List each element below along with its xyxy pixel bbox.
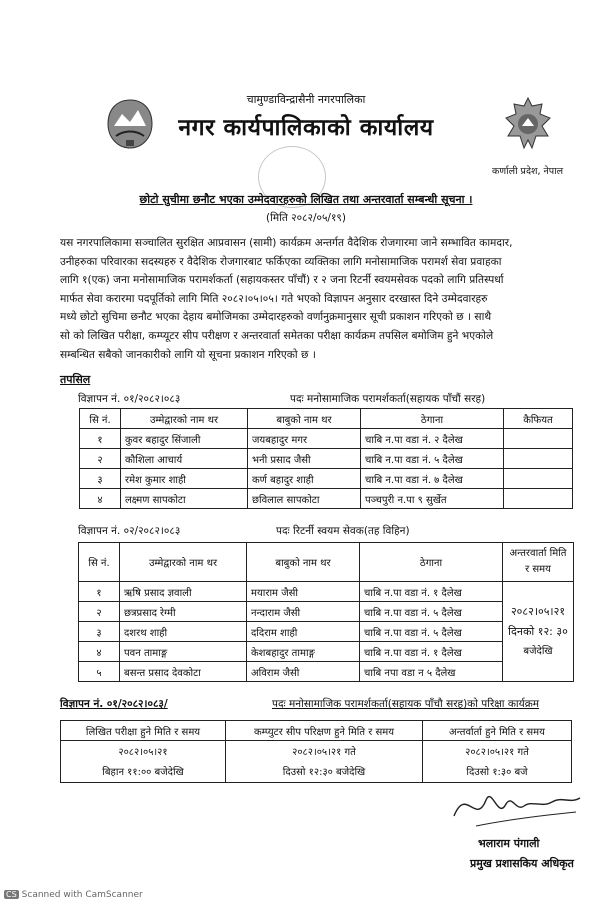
cell: चाबि न.पा वडा नं. १ दैलेख — [360, 582, 503, 602]
interview-schedule-cell — [503, 582, 574, 682]
table-row — [80, 429, 573, 449]
table-row — [79, 602, 574, 622]
table-header-row — [80, 409, 573, 429]
interview-date: २०८२।०५।२१ — [510, 604, 566, 618]
table-row — [80, 489, 573, 509]
cell: २ — [80, 449, 121, 469]
camscanner-watermark — [4, 890, 143, 900]
cell: रमेश कुमार शाही — [121, 469, 248, 489]
notice-title: छोटो सुचीमा छनौट भएका उम्मेदवारहरुको लिखित तथा अन्तरवार्ता सम्बन्धी सूचना । — [139, 193, 473, 206]
body-line: सम्बन्धित सबैको जानकारीको लागि यो सूचना प्रकाशन गरिएको छ । — [60, 348, 316, 361]
cell: पवन तामाङ्ग — [120, 642, 247, 662]
cell: लक्ष्मण सापकोटा — [121, 489, 248, 509]
col-sn: सि नं. — [79, 543, 120, 582]
body-line: सो को लिखित परीक्षा, कम्प्यूटर सीप परीक्षण र अन्तरवार्ता समेतका परीक्षा कार्यक्रम तपसिल बमोजिम हुने भएकोले — [60, 329, 494, 342]
cell: २०८२।०५।२१ गते — [226, 741, 423, 761]
cell: ४ — [79, 642, 120, 662]
ad3-post: पदः मनोसामाजिक परामर्शकर्ता(सहायक पाँचौ सरह)को परिक्षा कार्यक्रम — [272, 698, 540, 710]
cell: छविलाल सापकोटा — [248, 489, 361, 509]
cell: दिउसो १२:३० बजेदेखि — [226, 760, 423, 783]
cell: १ — [79, 582, 120, 602]
cell: २०८२।०५।२१ गते — [423, 741, 572, 761]
cell — [504, 449, 573, 469]
notice-date: (मिति २०८२/०५/१९) — [266, 212, 346, 224]
cell: चाबि न.पा वडा नं. ५ दैलेख — [360, 602, 503, 622]
table-header-row — [61, 721, 572, 741]
notice-body — [60, 234, 576, 364]
table-row — [80, 469, 573, 489]
col-computer: कम्प्युटर सीप परिक्षण हुने मिति र समय — [226, 721, 423, 741]
table-row — [61, 741, 572, 761]
signatory-name: भलाराम पंगाली — [478, 837, 540, 850]
interview-time: दिनको १२: ३० — [508, 624, 568, 638]
col-sn: सि नं. — [80, 409, 121, 429]
cell: ५ — [79, 662, 120, 682]
municipality-logo-icon — [502, 96, 554, 152]
cell: दशरथ शाही — [120, 622, 247, 642]
cell: २ — [79, 602, 120, 622]
col-candidate: उम्मेद्वारको नाम थर — [121, 409, 248, 429]
exam-schedule-table — [60, 720, 572, 783]
cell: चाबि न.पा वडा नं. ७ दैलेख — [361, 469, 504, 489]
table-row — [79, 642, 574, 662]
ad2-number: विज्ञापन नं. ०२/२०८२।०८३ — [78, 525, 181, 537]
body-line: मार्फत सेवा करारमा पदपूर्तिको लागि मिति २०८२।०५।०५। गते भएको विज्ञापन अनुसार दरखास्त दिने उम्मेदवारहरु — [60, 292, 488, 305]
ad1-candidates-table — [79, 408, 573, 509]
col-interview: अन्तर्वार्ता हुने मिति र समय — [423, 721, 572, 741]
cell: बिहान ११:०० बजेदेखि — [61, 760, 226, 783]
col-father: बाबुको नाम थर — [247, 543, 360, 582]
ad3-number: विज्ञापन नं. ०१/२०८२।०८३/ — [60, 698, 168, 710]
col-remarks: कैफियत — [504, 409, 573, 429]
interview-header-line1: अन्तरवार्ता मिति — [509, 548, 567, 559]
cell: चाबि न.पा वडा नं. १ दैलेख — [360, 642, 503, 662]
signatory-title: प्रमुख प्रशासकिय अधिकृत — [470, 857, 574, 870]
cell: कुवर बहादुर सिंजाली — [121, 429, 248, 449]
ad1-post: पदः मनोसामाजिक परामर्शकर्ता(सहायक पाँचौं सरह) — [290, 393, 486, 405]
cell: केशबहादुर तामाङ्ग — [247, 642, 360, 662]
col-address: ठेगाना — [361, 409, 504, 429]
col-father: बाबुको नाम थर — [248, 409, 361, 429]
camscanner-text: Scanned with CamScanner — [21, 890, 143, 900]
body-line: लागि १(एक) जना मनोसामाजिक परामर्शकर्ता (सहायकस्तर पाँचौं) र २ जना रिटर्नी स्वयमसेवक पदको लागि प्रतिस्पर्धा — [60, 274, 504, 287]
cell — [504, 469, 573, 489]
body-line: मध्ये छोटो सुचिमा छनौट भएका देहाय बमोजिमका उम्मेदारहरुको वर्णानुक्रमानुसार सूची प्रकाशन गरिएको छ । साथै — [60, 311, 492, 324]
cell: बसन्त प्रसाद देवकोटा — [120, 662, 247, 682]
province-label: कर्णाली प्रदेश, नेपाल — [492, 166, 564, 177]
ad2-candidates-table — [78, 542, 574, 682]
cell: दिउसो १:३० बजे — [423, 760, 572, 783]
body-line: उनीहरुका परिवारका सदस्यहरु र वैदेशिक रोजगारबाट फर्किएका व्यक्तिका लागि मनोसामाजिक परामर्श सेवा प्रवाहका — [60, 255, 502, 268]
cell: ददिराम शाही — [247, 622, 360, 642]
nepal-emblem-icon — [104, 96, 156, 152]
table-row — [79, 582, 574, 602]
table-row — [79, 622, 574, 642]
cell: कौशिला आचार्य — [121, 449, 248, 469]
signature-icon — [446, 776, 586, 836]
cell — [504, 489, 573, 509]
tapasil-label: तपसिल — [60, 373, 91, 386]
cell: चाबि न.पा वडा नं. २ दैलेख — [361, 429, 504, 449]
cell: नन्दाराम जैसी — [247, 602, 360, 622]
table-header-row — [79, 543, 574, 582]
cell: ऋषि प्रसाद ज्ञवाली — [120, 582, 247, 602]
cell: चाबि न.पा वडा नं. ५ दैलेख — [360, 622, 503, 642]
cell: चाबि न.पा वडा नं. ५ दैलेख — [361, 449, 504, 469]
table-row — [80, 449, 573, 469]
cell: २०८२।०५।२१ — [61, 741, 226, 761]
interview-header-line2: र समय — [525, 564, 551, 575]
cell: कर्ण बहादुर शाही — [248, 469, 361, 489]
body-line: यस नगरपालिकामा सञ्चालित सुरक्षित आप्रवासन (सामी) कार्यक्रम अन्तर्गत वैदेशिक रोजगारमा जाने सम्भावित कामदार, — [60, 237, 513, 249]
col-candidate: उम्मेद्वारको नाम थर — [120, 543, 247, 582]
municipality-name: चामुण्डाविन्द्रासैनी नगरपालिका — [246, 93, 366, 106]
office-title: नगर कार्यपालिकाको कार्यालय — [178, 115, 434, 141]
col-interview — [503, 543, 574, 582]
col-address: ठेगाना — [360, 543, 503, 582]
ad2-post: पदः रिटर्नी स्वयम सेवक(तह विहिन) — [276, 525, 410, 537]
col-written: लिखित परीक्षा हुने मिति र समय — [61, 721, 226, 741]
table-row — [79, 662, 574, 682]
cell: पञ्चपुरी न.पा ९ सुर्खेत — [361, 489, 504, 509]
cell: ४ — [80, 489, 121, 509]
cell: अविराम जैसी — [247, 662, 360, 682]
cell — [504, 429, 573, 449]
cell: भनी प्रसाद जैसी — [248, 449, 361, 469]
cell: मयाराम जैसी — [247, 582, 360, 602]
camscanner-icon: CS — [6, 890, 17, 899]
cell: छत्रप्रसाद रेग्मी — [120, 602, 247, 622]
ad1-number: विज्ञापन नं. ०१/२०८२।०८३ — [78, 393, 181, 405]
interview-suffix: बजेदेखि — [523, 645, 553, 657]
cell: चाबि नपा वडा न ५ दैलेख — [360, 662, 503, 682]
cell: ३ — [79, 622, 120, 642]
cell: १ — [80, 429, 121, 449]
cell: जयबहादुर मगर — [248, 429, 361, 449]
cell: ३ — [80, 469, 121, 489]
